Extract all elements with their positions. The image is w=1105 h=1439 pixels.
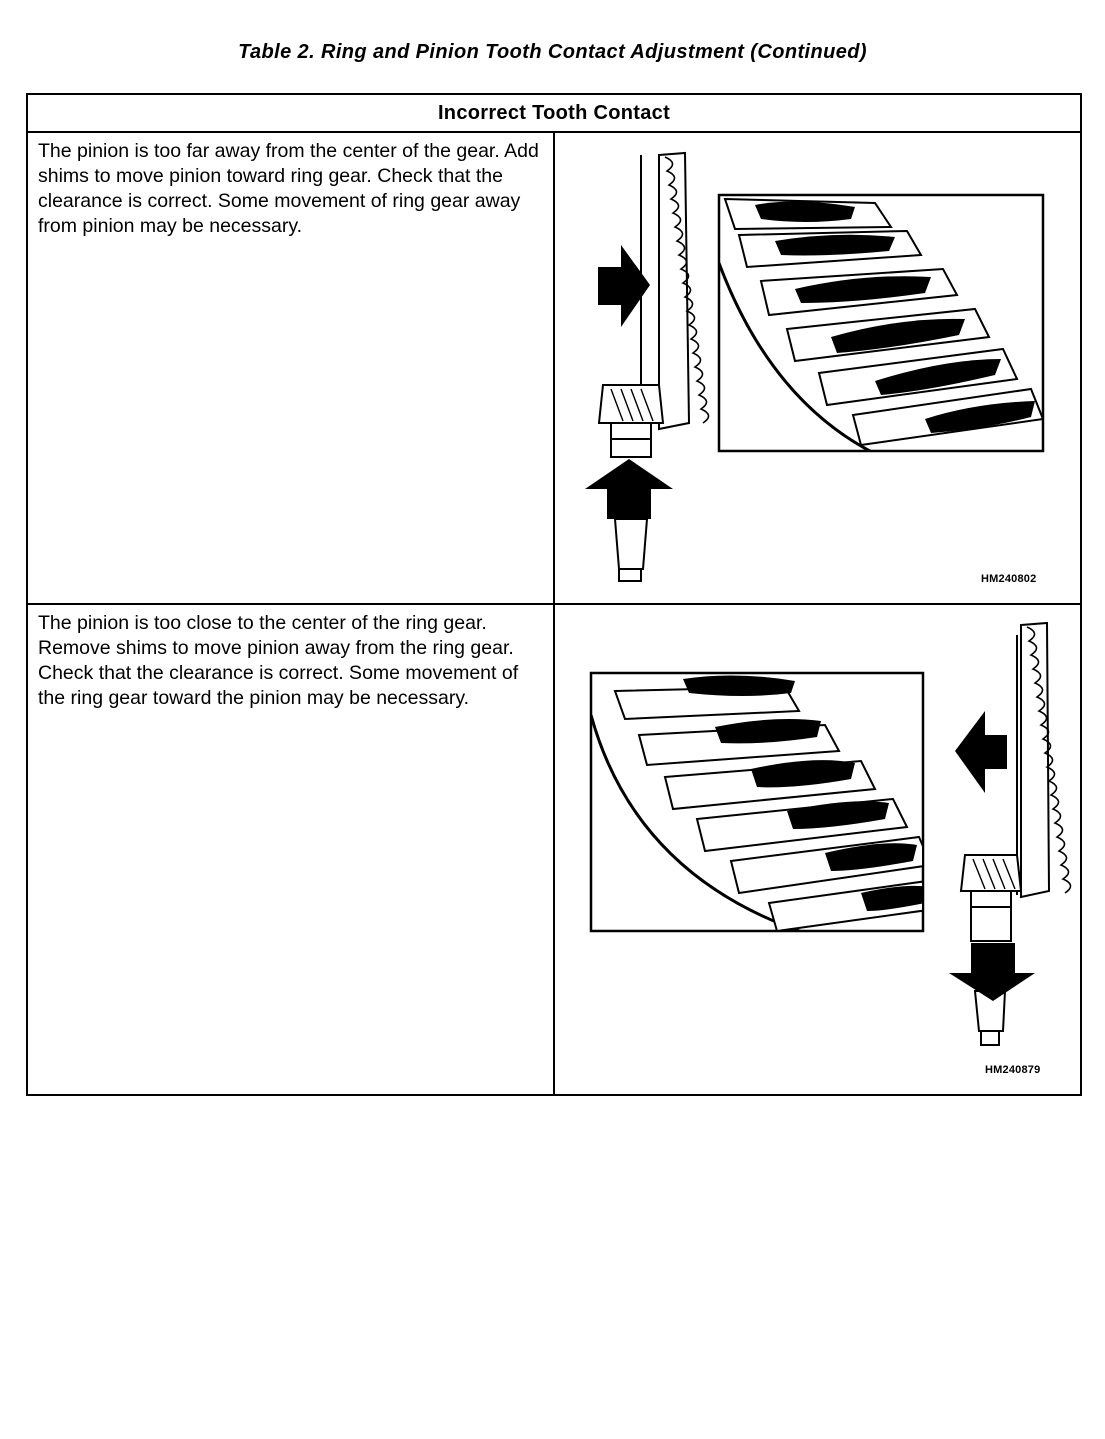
figure-cell [554,132,1081,604]
figure-cell [554,604,1081,1095]
table-header: Incorrect Tooth Contact [27,94,1081,132]
arrow-right-icon [598,245,650,327]
row-description: The pinion is too close to the center of the ring gear. Remove shims to move pinion away from the ring gear. Check that the clearance is correct. Some movement of the ring gear toward the pinion may be necessary. [27,604,554,1095]
gear-illustration-pinion-too-far [555,133,1082,597]
figure-id: HM240879 [985,1064,1041,1076]
arrow-left-icon [955,711,1007,793]
table-row [27,604,1081,1095]
ring-gear-icon [1017,623,1071,897]
arrow-up-icon [585,459,673,519]
gear-illustration-pinion-too-close [555,605,1082,1088]
table-title: Table 2. Ring and Pinion Tooth Contact Adjustment (Continued) [238,41,867,63]
figure-id: HM240802 [981,573,1037,585]
table-row [27,132,1081,604]
tooth-contact-closeup-icon [591,673,935,933]
row-description: The pinion is too far away from the center of the gear. Add shims to move pinion toward ring gear. Check that the clearance is correct. Some movement of ring gear away from pinion may be necessary. [27,132,554,604]
tooth-contact-closeup-icon [719,195,1043,463]
arrow-down-icon [949,943,1035,1001]
tooth-contact-table [26,93,1082,1096]
